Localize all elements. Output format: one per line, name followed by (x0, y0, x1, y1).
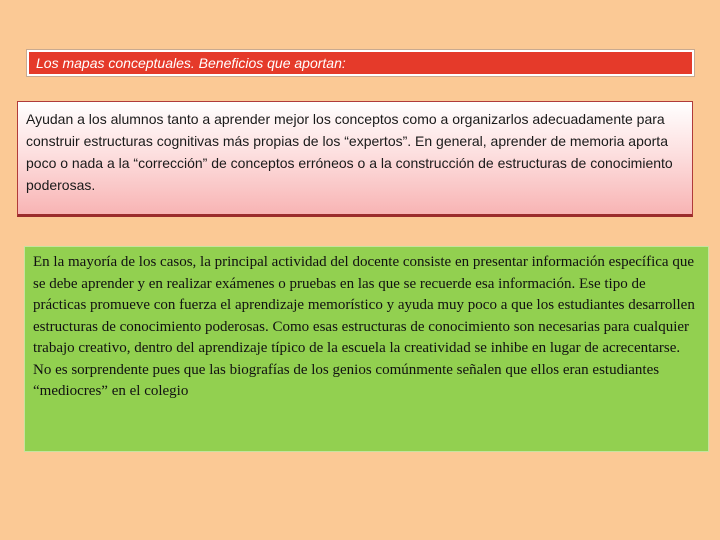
slide-title: Los mapas conceptuales. Beneficios que aportan: (36, 55, 346, 71)
teaching-box (24, 246, 709, 452)
teaching-text: En la mayoría de los casos, la principal actividad del docente consiste en presentar información específica que se debe aprender y en realizar exámenes o pruebas en las que se recuerde esa información. Ese tipo de prácticas promueve con fuerza el aprendizaje memorístico y ayuda muy poco a que los estudiantes desarrollen estructuras de conocimiento poderosas. Como esas estructuras de conocimiento son necesarias para cualquier trabajo creativo, dentro del aprendizaje típico de la escuela la creatividad se inhibe en lugar de acrecentarse. No es sorprendente pues que las biografías de los genios comúnmente señalen que ellos eran estudiantes “mediocres” en el colegio (33, 254, 695, 399)
title-bar (27, 50, 694, 76)
benefits-box (17, 101, 693, 217)
benefits-text: Ayudan a los alumnos tanto a aprender mejor los conceptos como a organizarlos adecuadamente para construir estructuras cognitivas más propias de los “expertos”. En general, aprender de memoria aporta poco o nada a la “corrección” de conceptos erróneos o a la construcción de estructuras de conocimiento poderosas. (26, 111, 673, 193)
